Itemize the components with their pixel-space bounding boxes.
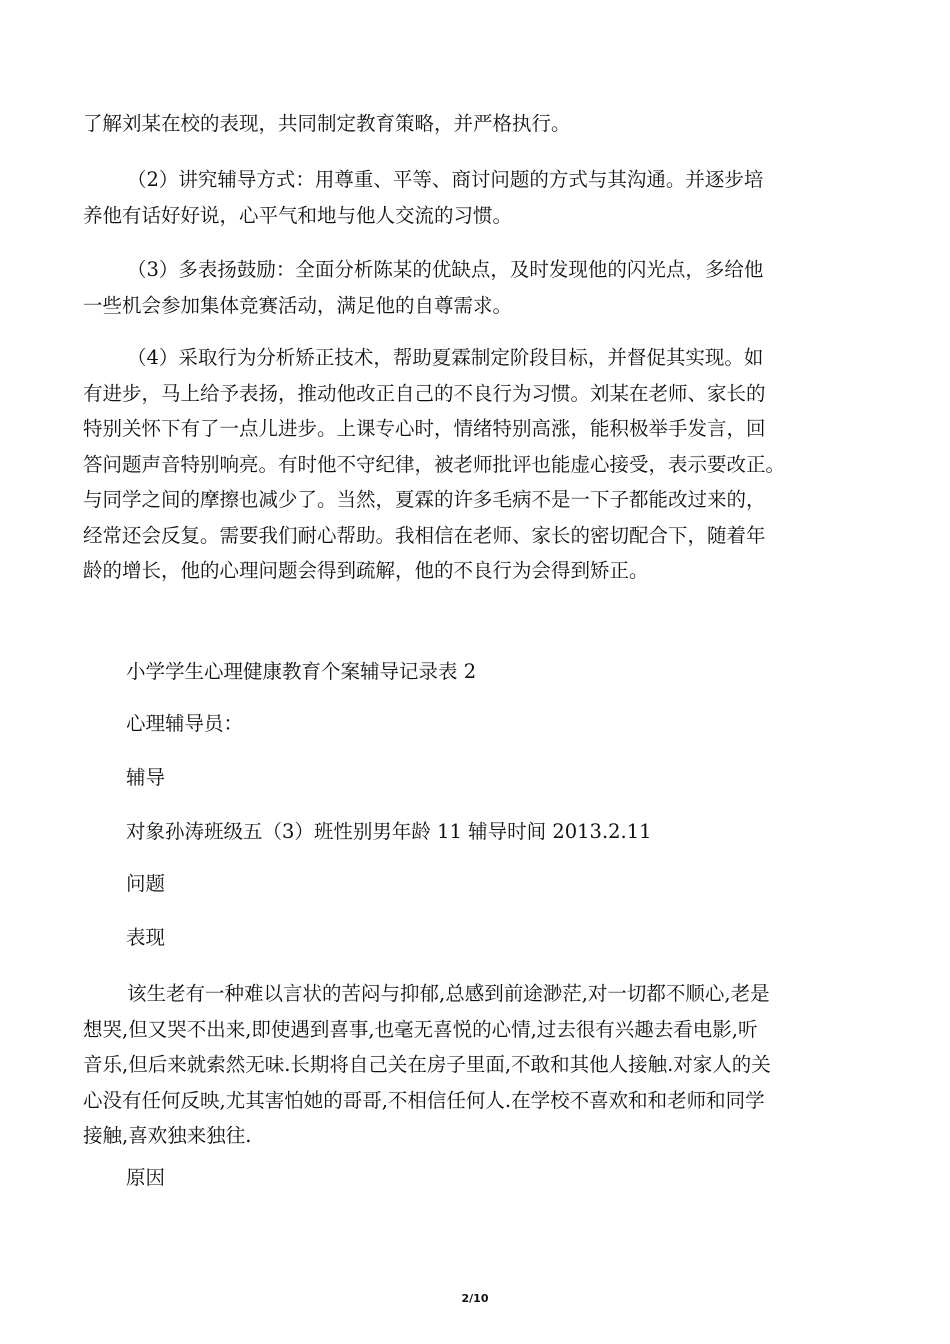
biaoxian-label: 表现 [126,926,166,949]
text-line: 特别关怀下有了一点儿进步。上课专心时，情绪特别高涨，能积极举手发言，回 [83,417,766,440]
description-paragraph [83,976,883,1154]
text-line: 龄的增长，他的心理问题会得到疏解，他的不良行为会得到矫正。 [83,559,649,582]
text-line: 答问题声音特别响亮。有时他不守纪律，被老师批评也能虚心接受，表示要改正。 [83,452,786,476]
text-line: （3）多表扬鼓励：全面分析陈某的优缺点，及时发现他的闪光点，多给他 [127,258,764,281]
text-line: 接触,喜欢独来独往. [83,1124,252,1147]
counselor-label: 心理辅导员： [126,712,244,735]
text-line: 有进步，马上给予表扬，推动他改正自己的不良行为习惯。刘某在老师、家长的 [83,381,766,405]
text-line: 音乐,但后来就索然无味.长期将自己关在房子里面,不敢和其他人接触.对家人的关 [83,1053,771,1076]
text-line: 心没有任何反映,尤其害怕她的哥哥,不相信任何人.在学校不喜欢和和老师和同学 [83,1088,765,1112]
form-title: 小学学生心理健康教育个案辅导记录表 2 [126,660,477,683]
wenti-label: 问题 [126,872,166,895]
subject-line: 对象孙涛班级五（3）班性别男年龄 11 辅导时间 2013.2.11 [126,820,652,843]
text-line: 想哭,但又哭不出来,即使遇到喜事,也毫无喜悦的心情,过去很有兴趣去看电影,听 [83,1017,758,1041]
text-line: 了解刘某在校的表现，共同制定教育策略，并严格执行。 [83,112,571,135]
page-number: 2/10 [461,1292,489,1305]
paragraph-4 [83,340,873,589]
paragraph-3 [83,252,873,323]
text-line: 养他有话好好说，心平气和地与他人交流的习惯。 [83,203,513,227]
fudao-label: 辅导 [126,766,166,789]
text-line: 该生老有一种难以言状的苦闷与抑郁,总感到前途渺茫,对一切都不顺心,老是 [127,982,770,1005]
text-line: 与同学之间的摩擦也减少了。当然，夏霖的许多毛病不是一下子都能改过来的， [83,488,766,511]
paragraph-2 [83,162,873,233]
text-line: 一些机会参加集体竞赛活动，满足他的自尊需求。 [83,293,513,317]
text-line: （2）讲究辅导方式：用尊重、平等、商讨问题的方式与其沟通。并逐步培 [127,168,764,191]
text-line: （4）采取行为分析矫正技术，帮助夏霖制定阶段目标，并督促其实现。如 [127,346,764,369]
yuanyin-label: 原因 [126,1166,166,1189]
text-line: 经常还会反复。需要我们耐心帮助。我相信在老师、家长的密切配合下，随着年 [83,523,766,547]
paragraph-1 [83,106,873,142]
